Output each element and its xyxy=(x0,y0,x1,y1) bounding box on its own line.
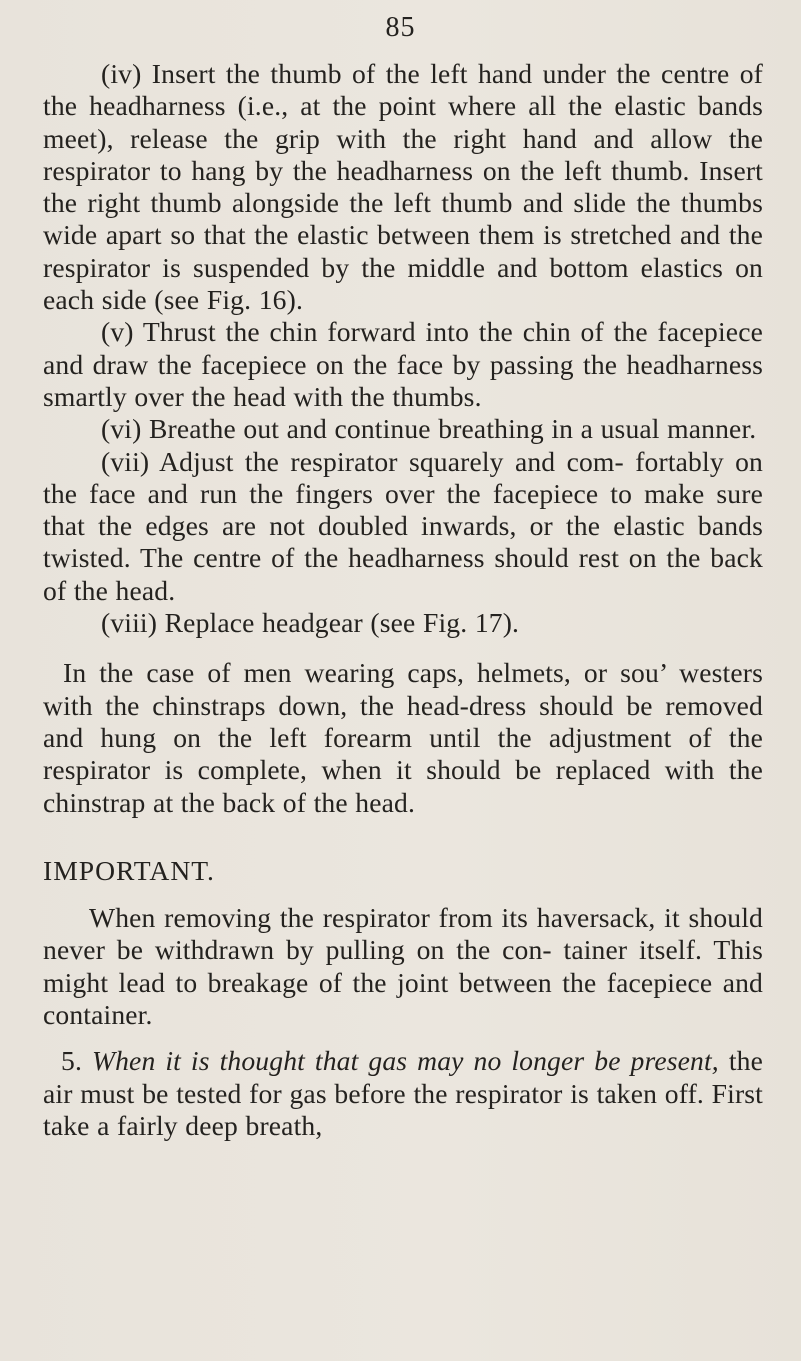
important-paragraph: When removing the respirator from its haversack, it should never be withdrawn by pulling on the con- tainer itself. This might lead to breakage of the joint between the facepiece and container. xyxy=(43,902,763,1031)
body-text xyxy=(43,58,763,1142)
caps-paragraph: In the case of men wearing caps, helmets, or sou’ westers with the chinstraps down, the head-dress should be removed and hung on the left forearm until the adjustment of the respirator is complete, when it should be replaced with the chinstrap at the back of the head. xyxy=(43,657,763,818)
item-5-italic-text: When it is thought that gas may no longer be present, xyxy=(91,1045,719,1077)
step-vii-paragraph: (vii) Adjust the respirator squarely and com- fortably on the face and run the fingers over the facepiece to make sure that the edges are not doubled inwards, or the elastic bands twisted. The centre of the headharness should rest on the back of the head. xyxy=(43,445,763,606)
step-v-paragraph: (v) Thrust the chin forward into the chin of the facepiece and draw the facepiece on the face by passing the headharness smartly over the head with the thumbs. xyxy=(43,316,763,412)
item-5-number: 5. xyxy=(61,1045,82,1077)
item-5-roman-text: the air must be tested for gas before the respirator is taken off. First take a fairly deep breath, xyxy=(43,1045,763,1141)
page-number: 85 xyxy=(385,12,416,43)
step-viii-paragraph: (viii) Replace headgear (see Fig. 17). xyxy=(101,607,520,639)
important-heading: IMPORTANT. xyxy=(43,854,215,886)
item-5-paragraph xyxy=(43,1045,763,1142)
step-vi-paragraph: (vi) Breathe out and continue breathing in a usual manner. xyxy=(101,413,757,445)
step-iv-paragraph: (iv) Insert the thumb of the left hand under the centre of the headharness (i.e., at the point where all the elastic bands meet), release the grip with the right hand and allow the respirator to hang by the headharness on the left thumb. Insert the right thumb alongside the left thumb and slide the thumbs wide apart so that the elastic between them is stretched and the respirator is suspended by the middle and bottom elastics on each side (see Fig. 16). xyxy=(43,58,763,316)
